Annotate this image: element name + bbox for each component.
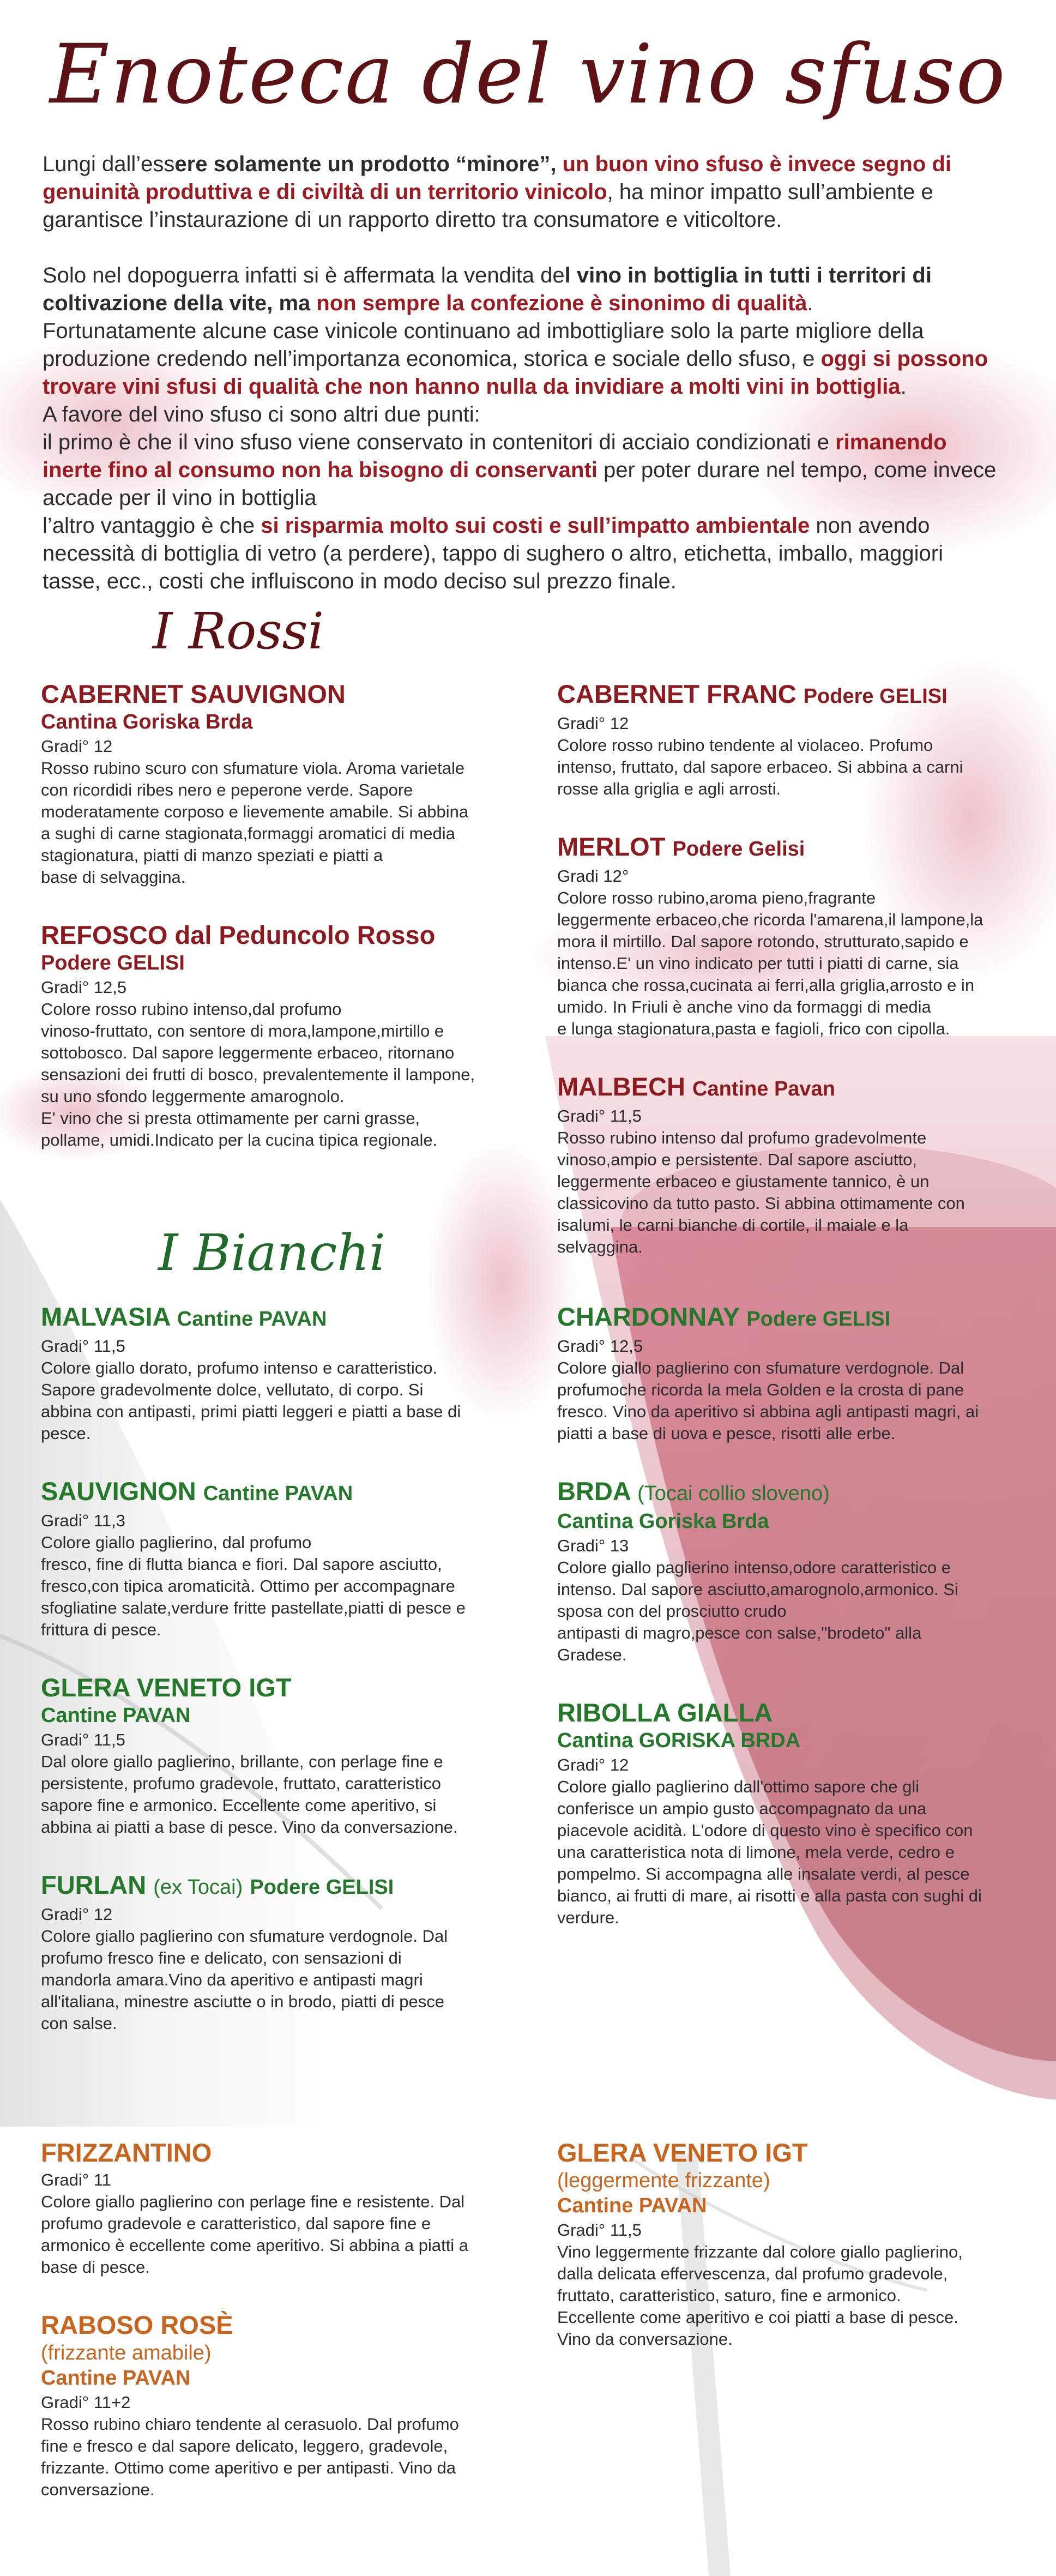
wine-description: Vino leggermente frizzante dal colore giallo paglierino, dalla delicata effervescenza, dal profumo gradevole, fruttato, caratteristico, saturo, fine e armonico. Eccellente come aperitivo e coi piatti a base di pesce. Vino da conversazione. [557, 2242, 963, 2349]
intro-text [43, 151, 1002, 595]
wine-name-text: BRDA [557, 1477, 631, 1506]
intro-paragraph-4 [43, 401, 1002, 429]
wine-name [41, 2310, 521, 2340]
wine-name-text: REFOSCO dal Peduncolo Rosso [41, 920, 436, 949]
wine-name [41, 920, 521, 950]
wine-producer: Cantina Goriska Brda [41, 711, 253, 733]
wine-name [41, 2138, 521, 2168]
wine-alcohol-degree: Gradi° 11,5 [557, 2220, 642, 2240]
wine-alcohol-degree: Gradi° 11,3 [41, 1511, 125, 1530]
intro-text-run: per poter durare nel tempo, come invece accade per il vino in bottiglia [43, 458, 997, 510]
section-title-rossi: I Rossi [153, 602, 324, 660]
wine-name-text: MALBECH [557, 1072, 685, 1101]
wine-entry [557, 1476, 1037, 1666]
wine-entry [557, 2138, 1037, 2350]
wine-name [557, 2138, 1037, 2168]
wine-name-text: SAUVIGNON [41, 1477, 196, 1506]
wine-note: (Tocai collio sloveno) [637, 1482, 830, 1505]
intro-text-run: l’altro vantaggio è che [43, 514, 261, 538]
wine-producer: Cantine PAVAN [557, 2194, 707, 2217]
wine-producer: Podere GELISI [250, 1876, 394, 1899]
intro-paragraph-2 [43, 262, 1002, 317]
intro-text-run: rimanendo inerte fino al consumo non ha bisogno di conservanti [43, 430, 947, 482]
wine-producer: Cantine Pavan [692, 1078, 835, 1100]
intro-text-run: si risparmia molto sui costi e sull’impatto ambientale [261, 514, 810, 538]
wine-description: Colore giallo paglierino con perlage fine e resistente. Dal profumo gradevole e caratteristico, dal sapore fine e armonico è eccellente come aperitivo. Si abbina a piatti a base di pesce. [41, 2192, 469, 2277]
wine-entry [41, 1672, 521, 1838]
wine-producer: Cantine PAVAN [41, 2367, 191, 2390]
wine-producer: Cantine PAVAN [41, 1704, 191, 1727]
frizzanti-left-column [41, 2138, 521, 2532]
intro-text-run: Lungi dall’ess [43, 152, 175, 176]
intro-text-run: . [807, 291, 813, 315]
wine-producer: Podere Gelisi [672, 838, 805, 860]
intro-text-run: A favore del vino sfuso ci sono altri due punti: [43, 402, 480, 426]
rossi-left-column [41, 679, 521, 1183]
wine-description: Colore giallo dorato, profumo intenso e caratteristico. Sapore gradevolmente dolce, vellutato, di corpo. Si abbina con antipasti, primi piatti leggeri e piatti a base di pesce. [41, 1358, 461, 1443]
intro-text-run: il primo è che il vino sfuso viene conservato in contenitori di acciaio condizionati e [43, 430, 836, 454]
wine-name-text: GLERA VENETO IGT [557, 2138, 808, 2167]
wine-name-text: MALVASIA [41, 1302, 170, 1331]
wine-entry [41, 1870, 521, 2035]
wine-name-text: CABERNET SAUVIGNON [41, 679, 346, 708]
wine-description: Colore giallo paglierino dall'ottimo sapore che gli conferisce un ampio gusto accompagnato da una piacevole acidità. L'odore di questo vino è specifico con una caratteristica nota di limone, mela verde, cedro e pompelmo. Si accompagna alle insalate verdi, al pesce bianco, ai frutti di mare, ai risotti e alla pasta con sughi di verdure. [557, 1777, 982, 1927]
wine-name [557, 1698, 1037, 1728]
intro-text-run: , ha minor impatto sull’ambiente e garantisce l’instaurazione di un rapporto diretto tra consumatore e viticoltore. [43, 180, 933, 232]
frizzanti-right-column [557, 2138, 1037, 2382]
wine-producer: Podere GELISI [803, 685, 948, 708]
wine-description: Rosso rubino chiaro tendente al cerasuolo. Dal profumo fine e fresco e dal sapore delicato, leggero, gradevole, frizzante. Ottimo come aperitivo e per antipasti. Vino da conversazione. [41, 2415, 459, 2499]
wine-note: (ex Tocai) [153, 1876, 243, 1899]
wine-alcohol-degree: Gradi° 12 [41, 737, 113, 756]
wine-entry [41, 1302, 521, 1445]
intro-paragraph-5 [43, 429, 1002, 512]
wine-description: Rosso rubino scuro con sfumature viola. Aroma varietale con ricordidi ribes nero e peperone verde. Sapore moderatamente corposo e lievemente amabile. Si abbina a sughi di carne stagionata,formaggi aromatici di media stagionatura, piatti di manzo speziati e piatti a base di selvaggina. [41, 759, 469, 887]
wine-style: (frizzante amabile) [41, 2342, 212, 2364]
wine-name-text: RABOSO ROSÈ [41, 2310, 233, 2339]
wine-style: (leggermente frizzante) [557, 2169, 770, 2192]
wine-name [557, 679, 1037, 712]
wine-name [41, 1476, 521, 1509]
wine-entry [557, 679, 1037, 800]
wine-description: Colore giallo paglierino con sfumature verdognole. Dal profumo fresco fine e delicato, con sensazioni di mandorla amara.Vino da aperitivo e antipasti magri all'italiana, minestre asciutte o in brodo, piatti di pesce con salse. [41, 1927, 448, 2033]
wine-entry [41, 2138, 521, 2278]
wine-name [41, 1672, 521, 1703]
wine-alcohol-degree: Gradi° 12,5 [41, 978, 127, 997]
intro-text-run: Fortunatamente alcune case vinicole continuano ad imbottigliare solo la parte migliore della produzione credendo nell’importanza economica, storica e sociale dello sfuso, e [43, 319, 924, 371]
wine-name-text: FRIZZANTINO [41, 2138, 212, 2167]
wine-producer: Cantine PAVAN [203, 1482, 353, 1505]
wine-alcohol-degree: Gradi° 12,5 [557, 1337, 643, 1356]
intro-text-run: un buon vino sfuso è invece segno di genuinità produttiva e di civiltà di un territorio vinicolo [43, 152, 952, 204]
intro-paragraph-3 [43, 317, 1002, 401]
wine-alcohol-degree: Gradi° 11,5 [557, 1106, 642, 1126]
wine-alcohol-degree: Gradi° 11,5 [41, 1337, 125, 1356]
bianchi-left-column [41, 1302, 521, 2066]
wine-alcohol-degree: Gradi° 12 [557, 714, 629, 733]
section-title-bianchi: I Bianchi [158, 1224, 385, 1282]
wine-entry [41, 920, 521, 1151]
intro-text-run: . [900, 375, 907, 399]
intro-text-run: l vino in bottiglia in tutti i territori di coltivazione della vite, ma [43, 263, 932, 315]
wine-entry [41, 2310, 521, 2501]
intro-text-run: non avendo necessità di bottiglia di vetro (a perdere), tappo di sughero o altro, etichetta, imballo, maggiori tasse, ecc., costi che influiscono in modo deciso sul prezzo finale. [43, 514, 944, 593]
wine-entry [41, 679, 521, 888]
wine-producer: Podere GELISI [746, 1308, 891, 1331]
wine-name [557, 1072, 1037, 1104]
rossi-right-column [557, 679, 1037, 1290]
wine-entry [557, 1072, 1037, 1258]
wine-name [41, 679, 521, 709]
wine-name-text: GLERA VENETO IGT [41, 1673, 292, 1702]
wine-producer: Cantine PAVAN [177, 1308, 327, 1331]
intro-text-run: Solo nel dopoguerra infatti si è affermata la vendita de [43, 263, 565, 287]
wine-name-text: RIBOLLA GIALLA [557, 1698, 773, 1727]
wine-name [41, 1870, 521, 1903]
page-title: Enoteca del vino sfuso [50, 27, 1006, 122]
wine-description: Colore giallo paglierino intenso,odore caratteristico e intenso. Dal sapore asciutto,amarognolo,armonico. Si sposa con del prosciutto crudo antipasti di magro,pesce con salse,"brodeto" alla Gradese. [557, 1558, 958, 1664]
wine-name-text: MERLOT [557, 832, 666, 861]
wine-description: Rosso rubino intenso dal profumo gradevolmente vinoso,ampio e persistente. Dal sapore asciutto, leggermente erbaceo e giustamente tannico, è un classicovino da tutto pasto. Si abbina ottimamente con isalumi, le carni bianche di cortile, il maiale e la selvaggina. [557, 1128, 965, 1256]
wine-entry [557, 1302, 1037, 1445]
bianchi-right-column [557, 1302, 1037, 1960]
intro-text-run: oggi si possono trovare vini sfusi di qualità che non hanno nulla da invidiare a molti vini in bottiglia [43, 347, 988, 399]
intro-text-run: non sempre la confezione è sinonimo di qualità [316, 291, 807, 315]
wine-producer: Podere GELISI [41, 952, 185, 974]
wine-name-text: FURLAN [41, 1870, 147, 1899]
wine-description: Colore rosso rubino tendente al violaceo. Profumo intenso, fruttato, dal sapore erbaceo. Si abbina a carni rosse alla griglia e agli arrosti. [557, 736, 963, 798]
wine-description: Colore rosso rubino,aroma pieno,fragrante leggermente erbaceo,che ricorda l'amarena,il lampone,la mora il mirtillo. Dal sapore rotondo, strutturato,sapido e intenso.E' un vino indicato per tutti i piatti di carne, sia bianca che rossa,cucinata ai ferri,alla griglia,arrosto e in umido. In Friuli è anche vino da formaggi di media e lunga stagionatura,pasta e fagioli, frico con cipolla. [557, 888, 983, 1038]
intro-paragraph-1 [43, 151, 1002, 234]
wine-alcohol-degree: Gradi° 11+2 [41, 2393, 131, 2412]
wine-alcohol-degree: Gradi° 12 [557, 1755, 629, 1774]
wine-description: Colore rosso rubino intenso,dal profumo vinoso-fruttato, con sentore di mora,lampone,mirtillo e sottobosco. Dal sapore leggermente erbaceo, ritornano sensazioni dei frutti di bosco, prevalentemente il lampone, su uno sfondo leggermente amarognolo. E' vino che si presta ottimamente per carni grasse, pollame, umidi.Indicato per la cucina tipica regionale. [41, 1000, 475, 1149]
intro-text-run: ere solamente un prodotto “minore”, [174, 152, 563, 176]
wine-alcohol-degree: Gradi 12° [557, 866, 629, 886]
wine-entry [41, 1476, 521, 1641]
wine-name [557, 832, 1037, 864]
wine-description: Dal olore giallo paglierino, brillante, con perlage fine e persistente, profumo gradevole, fruttato, caratteristico sapore fine e armonico. Eccellente come aperitivo, si abbina ai piatti a base di pesce. Vino da conversazione. [41, 1752, 458, 1837]
wine-alcohol-degree: Gradi° 12 [41, 1905, 113, 1924]
wine-name [557, 1476, 1037, 1509]
wine-name-text: CHARDONNAY [557, 1302, 740, 1331]
intro-paragraph-6 [43, 512, 1002, 595]
wine-alcohol-degree: Gradi° 11,5 [41, 1730, 125, 1749]
wine-description: Colore giallo paglierino, dal profumo fresco, fine di flutta bianca e fiori. Dal sapore asciutto, fresco,con tipica aromaticità. Ottimo per accompagnare sfogliatine salate,verdure fritte pastellate,piatti di pesce e frittura di pesce. [41, 1533, 466, 1639]
wine-alcohol-degree: Gradi° 11 [41, 2170, 111, 2189]
wine-producer: Cantina Goriska Brda [557, 1510, 769, 1533]
wine-alcohol-degree: Gradi° 13 [557, 1536, 629, 1555]
wine-name [41, 1302, 521, 1334]
wine-name-text: CABERNET FRANC [557, 679, 796, 708]
wine-name [557, 1302, 1037, 1334]
wine-entry [557, 1698, 1037, 1929]
wine-producer: Cantina GORISKA BRDA [557, 1729, 801, 1752]
wine-entry [557, 832, 1037, 1040]
wine-description: Colore giallo paglierino con sfumature verdognole. Dal profumoche ricorda la mela Golden e la crosta di pane fresco. Vino da aperitivo si abbina agli antipasti magri, ai piatti a base di uova e pesce, risotti alle erbe. [557, 1358, 979, 1443]
